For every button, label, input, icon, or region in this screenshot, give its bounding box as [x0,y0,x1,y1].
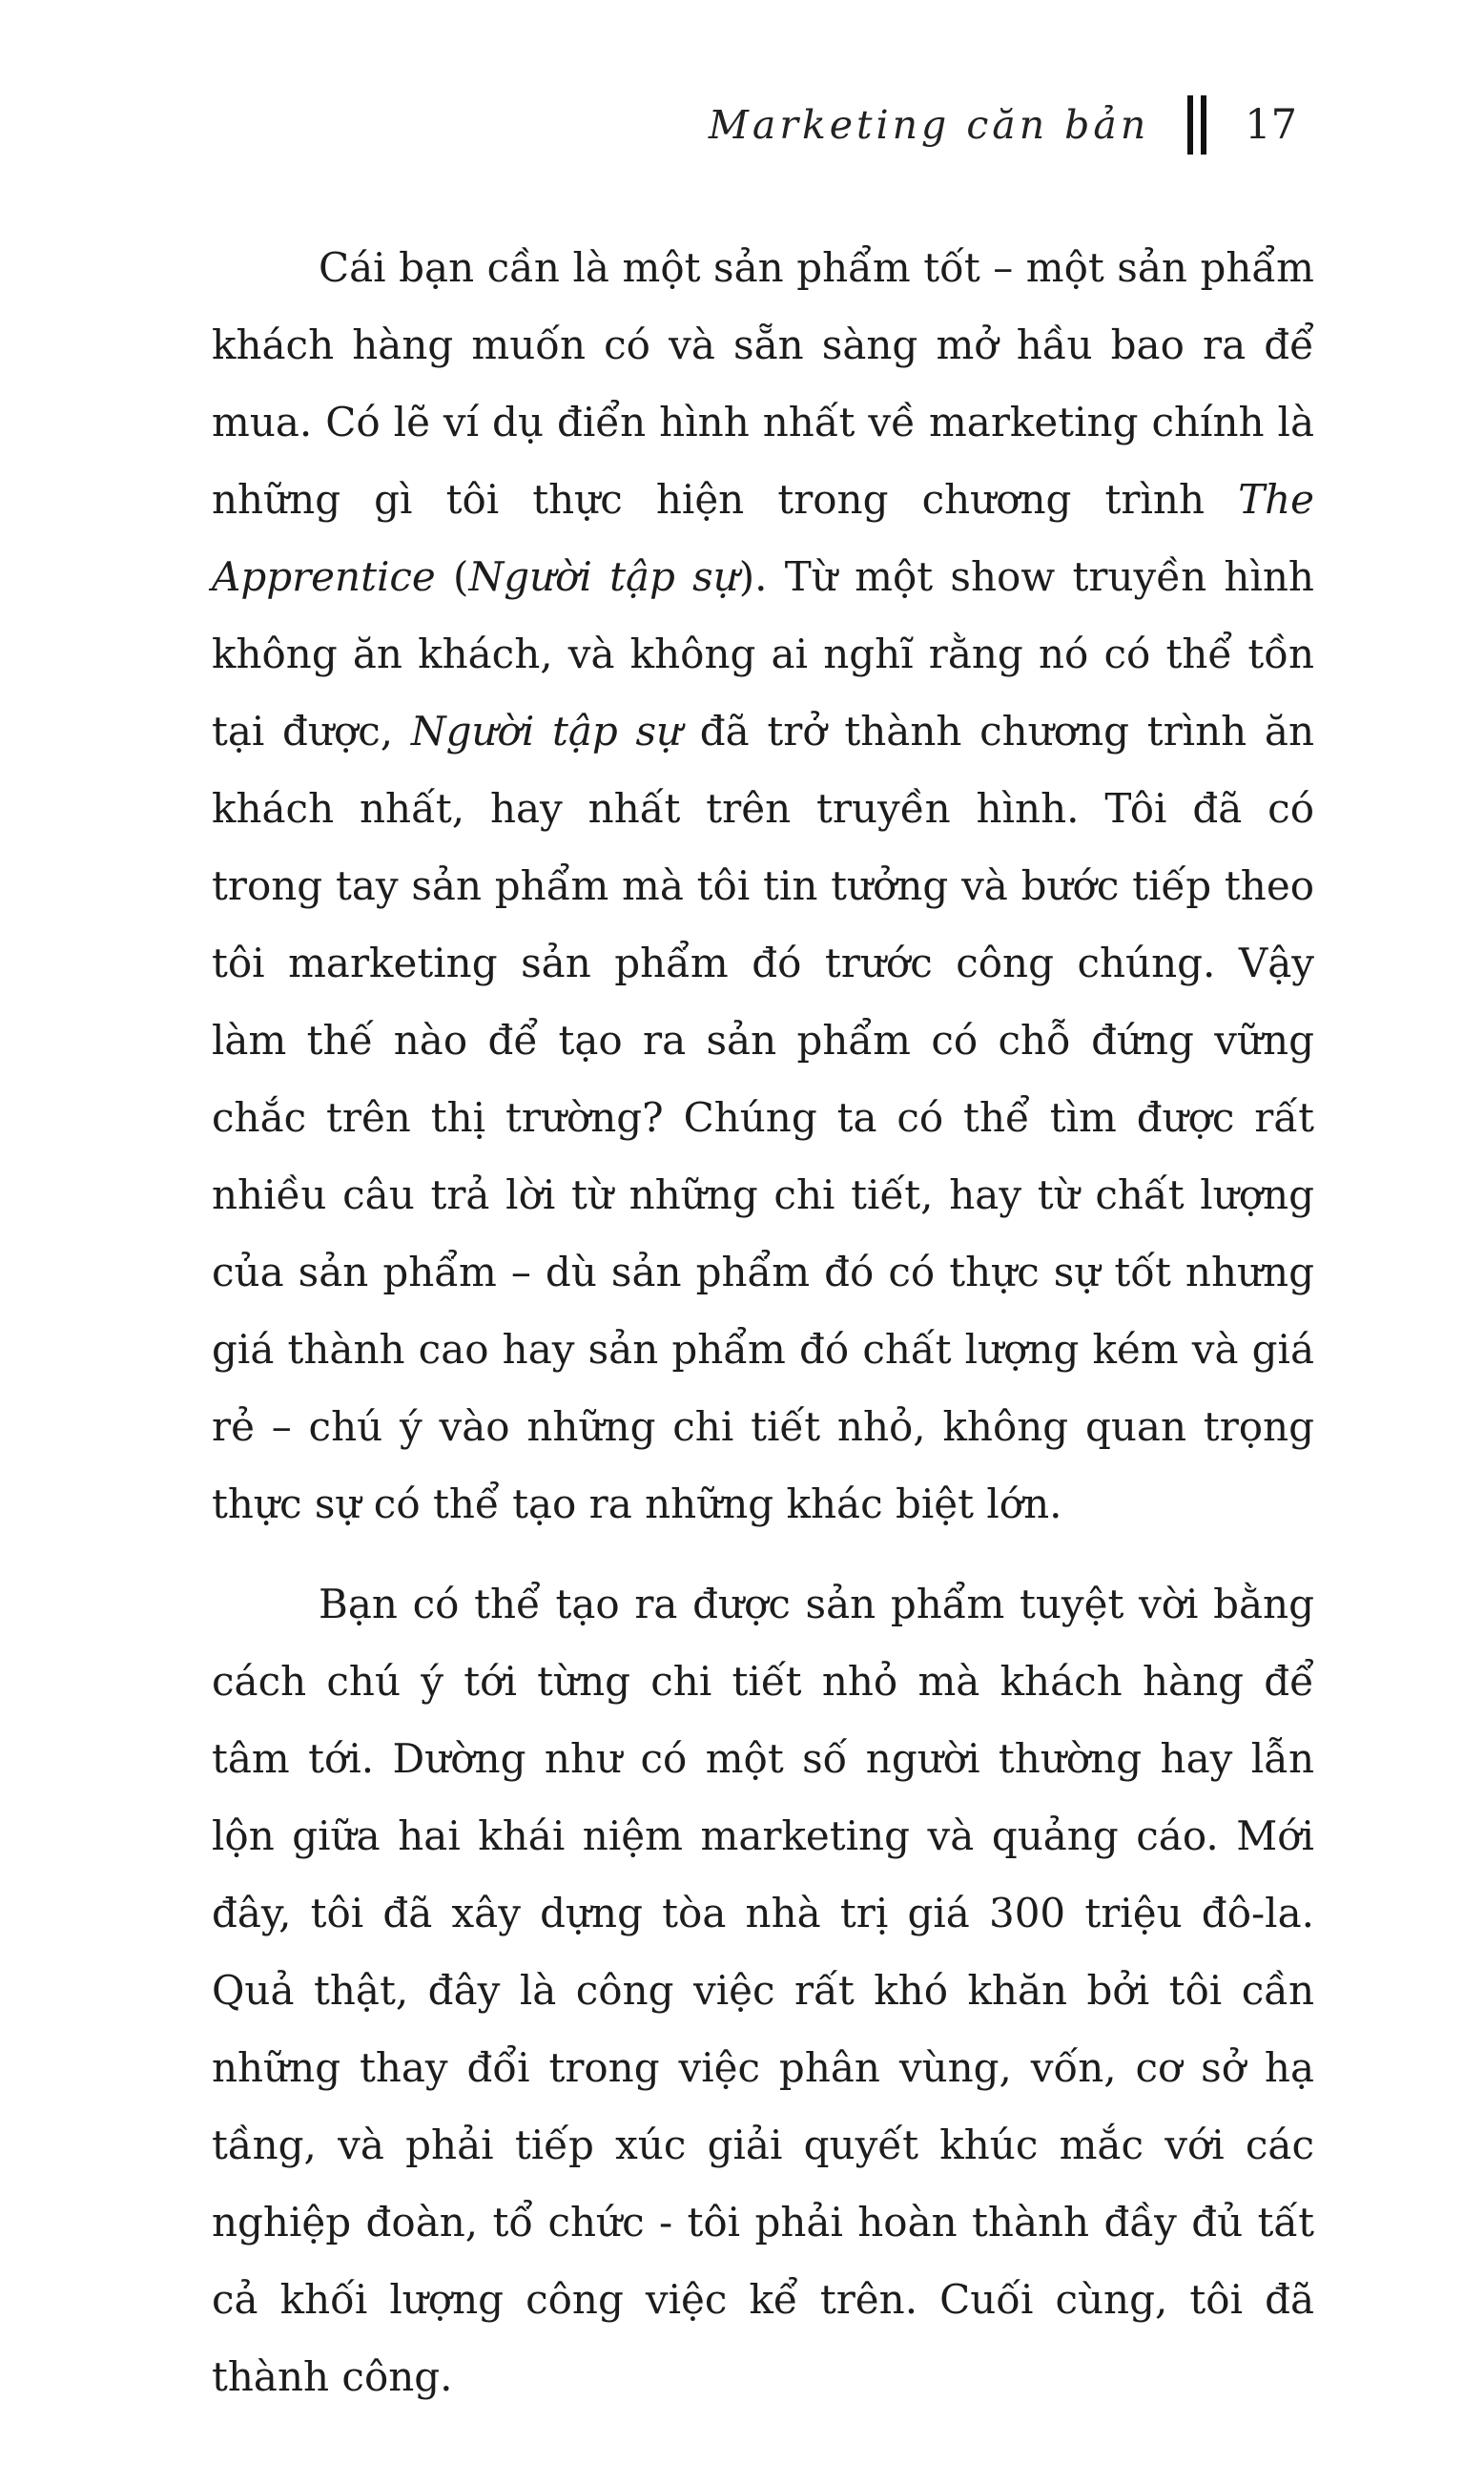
italic-title: Người tập sự [468,553,739,600]
page-number: 17 [1245,101,1297,149]
header-separator [1187,95,1206,155]
italic-title: Người tập sự [410,708,683,755]
paragraph-1 [212,229,1314,1542]
page-header [709,92,1297,158]
separator-bar [1187,95,1193,155]
italic-title: The Apprentice [212,476,1314,600]
running-title: Marketing căn bản [708,102,1150,148]
paragraph-2 [212,1565,1314,2415]
text-run: ( [435,553,469,600]
text-run: ). Từ một show truyền hình không ăn khách, và không ai nghĩ rằng nó có thể tồn tại được, [212,553,1314,755]
text-run: đã trở thành chương trình ăn khách nhất, hay nhất trên truyền hình. Tôi đã có trong tay sản phẩm mà tôi tin tưởng và bước tiếp theo tôi marketing sản phẩm đó trước công chúng. Vậy làm thế nào để tạo ra sản phẩm có chỗ đứng vững chắc trên thị trường? Chúng ta có thể tìm được rất nhiều câu trả lời từ những chi tiết, hay từ chất lượng của sản phẩm – dù sản phẩm đó có thực sự tốt nhưng giá thành cao hay sản phẩm đó chất lượng kém và giá rẻ – chú ý vào những chi tiết nhỏ, không quan trọng thực sự có thể tạo ra những khác biệt lớn. [212,708,1314,1527]
text-run: Cái bạn cần là một sản phẩm tốt – một sản phẩm khách hàng muốn có và sẵn sàng mở hầu bao ra để mua. Có lẽ ví dụ điển hình nhất về marketing chính là những gì tôi thực hiện trong chương trình [212,244,1314,523]
separator-bar [1201,95,1206,155]
text-run: Bạn có thể tạo ra được sản phẩm tuyệt vời bằng cách chú ý tới từng chi tiết nhỏ mà khách hàng để tâm tới. Dường như có một số người thường hay lẫn lộn giữa hai khái niệm marketing và quảng cáo. Mới đây, tôi đã xây dựng tòa nhà trị giá 300 triệu đô-la. Quả thật, đây là công việc rất khó khăn bởi tôi cần những thay đổi trong việc phân vùng, vốn, cơ sở hạ tầng, và phải tiếp xúc giải quyết khúc mắc với các nghiệp đoàn, tổ chức - tôi phải hoàn thành đầy đủ tất cả khối lượng công việc kể trên. Cuối cùng, tôi đã thành công. [212,1581,1314,2400]
body-text [212,229,1314,2415]
